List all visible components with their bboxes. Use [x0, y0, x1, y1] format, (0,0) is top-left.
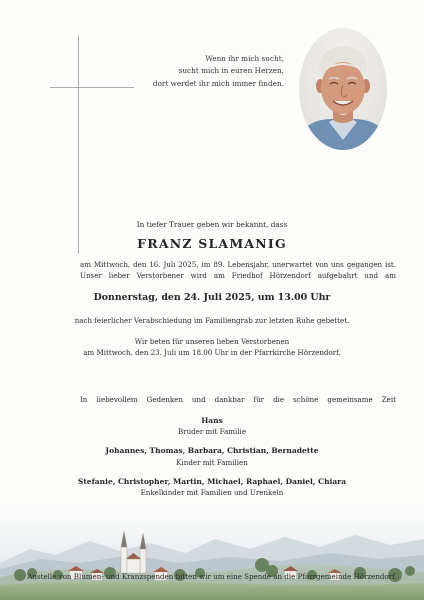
- prayer-details: am Mittwoch, den 23. Juli um 18.00 Uhr in der Pfarrkirche Hörzendorf.: [83, 348, 341, 357]
- passing-text-line: Unser lieber Verstorbener wird am Friedhof Hörzendorf aufgebahrt und am: [80, 271, 396, 280]
- verse-line: Wenn ihr mich sucht,: [205, 54, 284, 63]
- funeral-date: Donnerstag, den 24. Juli 2025, um 13.00 Uhr: [93, 292, 331, 303]
- family-names: Stefanie, Christopher, Martin, Michael, Raphael, Daniel, Chiara: [77, 477, 347, 486]
- family-names: Johannes, Thomas, Barbara, Christian, Bernadette: [105, 446, 319, 455]
- gedenken-line: In liebevollem Gedenken und dankbar für die schöne gemeinsame Zeit: [80, 395, 396, 404]
- passing-text-line: am Mittwoch, den 16. Juli 2025, im 89. Lebensjahr, unerwartet von uns gegangen ist.: [80, 260, 396, 269]
- village-landscape-image: [0, 505, 424, 600]
- announcement-intro: In tiefer Trauer geben wir bekannt, dass: [136, 220, 288, 229]
- family-names: Hans: [201, 416, 223, 425]
- verse-line: sucht mich in euren Herzen,: [178, 66, 284, 76]
- donation-note: Anstelle von Blumen- und Kranzspenden bitten wir um eine Spende an die Pfarrgemeinde Hörzendorf.: [27, 572, 397, 581]
- verse-line: dort werdet ihr mich immer finden.: [152, 78, 284, 88]
- family-relation: Kinder mit Familien: [176, 458, 248, 467]
- portrait-photo: [299, 28, 387, 150]
- family-relation: Bruder mit Familie: [177, 427, 247, 436]
- deceased-name: FRANZ SLAMANIG: [137, 236, 287, 251]
- ceremony-text: nach feierlicher Verabschiedung im Familiengrab zur letzten Ruhe gebettet.: [74, 316, 350, 325]
- prayer-intro: Wir beten für unseren lieben Verstorbenen: [134, 337, 290, 346]
- family-relation: Enkelkinder mit Familien und Urenkeln: [140, 488, 284, 497]
- memorial-verse: [64, 53, 284, 90]
